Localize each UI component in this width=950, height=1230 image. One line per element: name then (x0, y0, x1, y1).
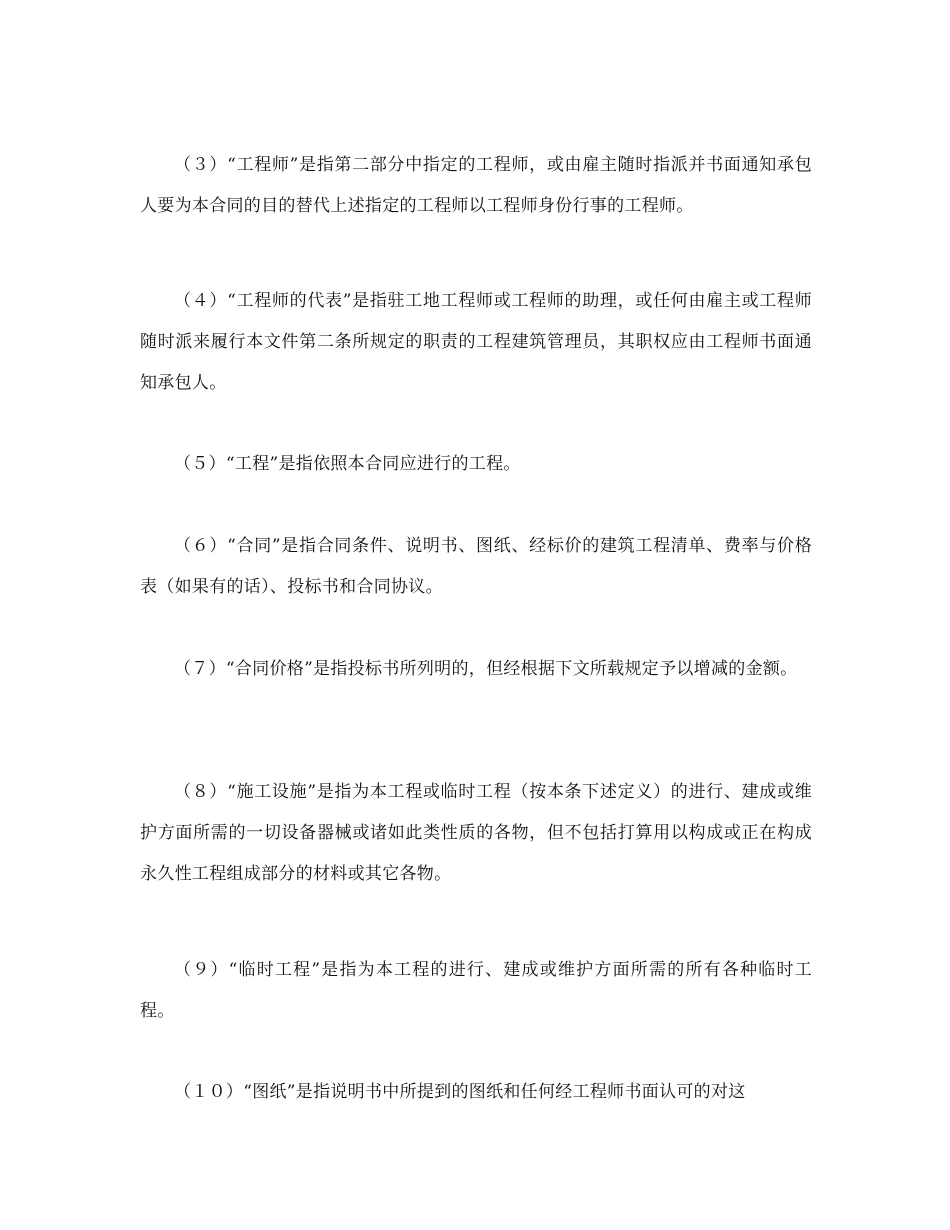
clause-5-works: （５）“工程”是指依照本合同应进行的工程。 (174, 454, 521, 474)
clause-10-drawings: （１０）“图纸”是指说明书中所提到的图纸和任何经工程师书面认可的对这 (174, 1082, 746, 1102)
clause-7-contract-price: （７）“合同价格”是指投标书所列明的，但经根据下文所载规定予以增减的金额。 (174, 659, 798, 679)
clause-9-temporary-works: （９）“临时工程”是指为本工程的进行、建成或维护方面所需的所有各种临时工程。 (140, 960, 812, 1021)
clause-8-construction-plant: （８）“施工设施”是指为本工程或临时工程（按本条下述定义）的进行、建成或维护方面所需的一切设备器械或诸如此类性质的各物，但不包括打算用以构成或正在构成永久性工程组成部分的材料或其它各物。 (140, 782, 812, 884)
clause-6-contract: （６）“合同”是指合同条件、说明书、图纸、经标价的建筑工程清单、费率与价格表（如果有的话）、投标书和合同协议。 (140, 536, 812, 597)
clause-3-engineer: （３）“工程师”是指第二部分中指定的工程师，或由雇主随时指派并书面通知承包人要为本合同的目的替代上述指定的工程师以工程师身份行事的工程师。 (140, 155, 812, 216)
clause-4-engineer-representative: （４）“工程师的代表”是指驻工地工程师或工程师的助理，或任何由雇主或工程师随时派来履行本文件第二条所规定的职责的工程建筑管理员，其职权应由工程师书面通知承包人。 (140, 291, 812, 393)
